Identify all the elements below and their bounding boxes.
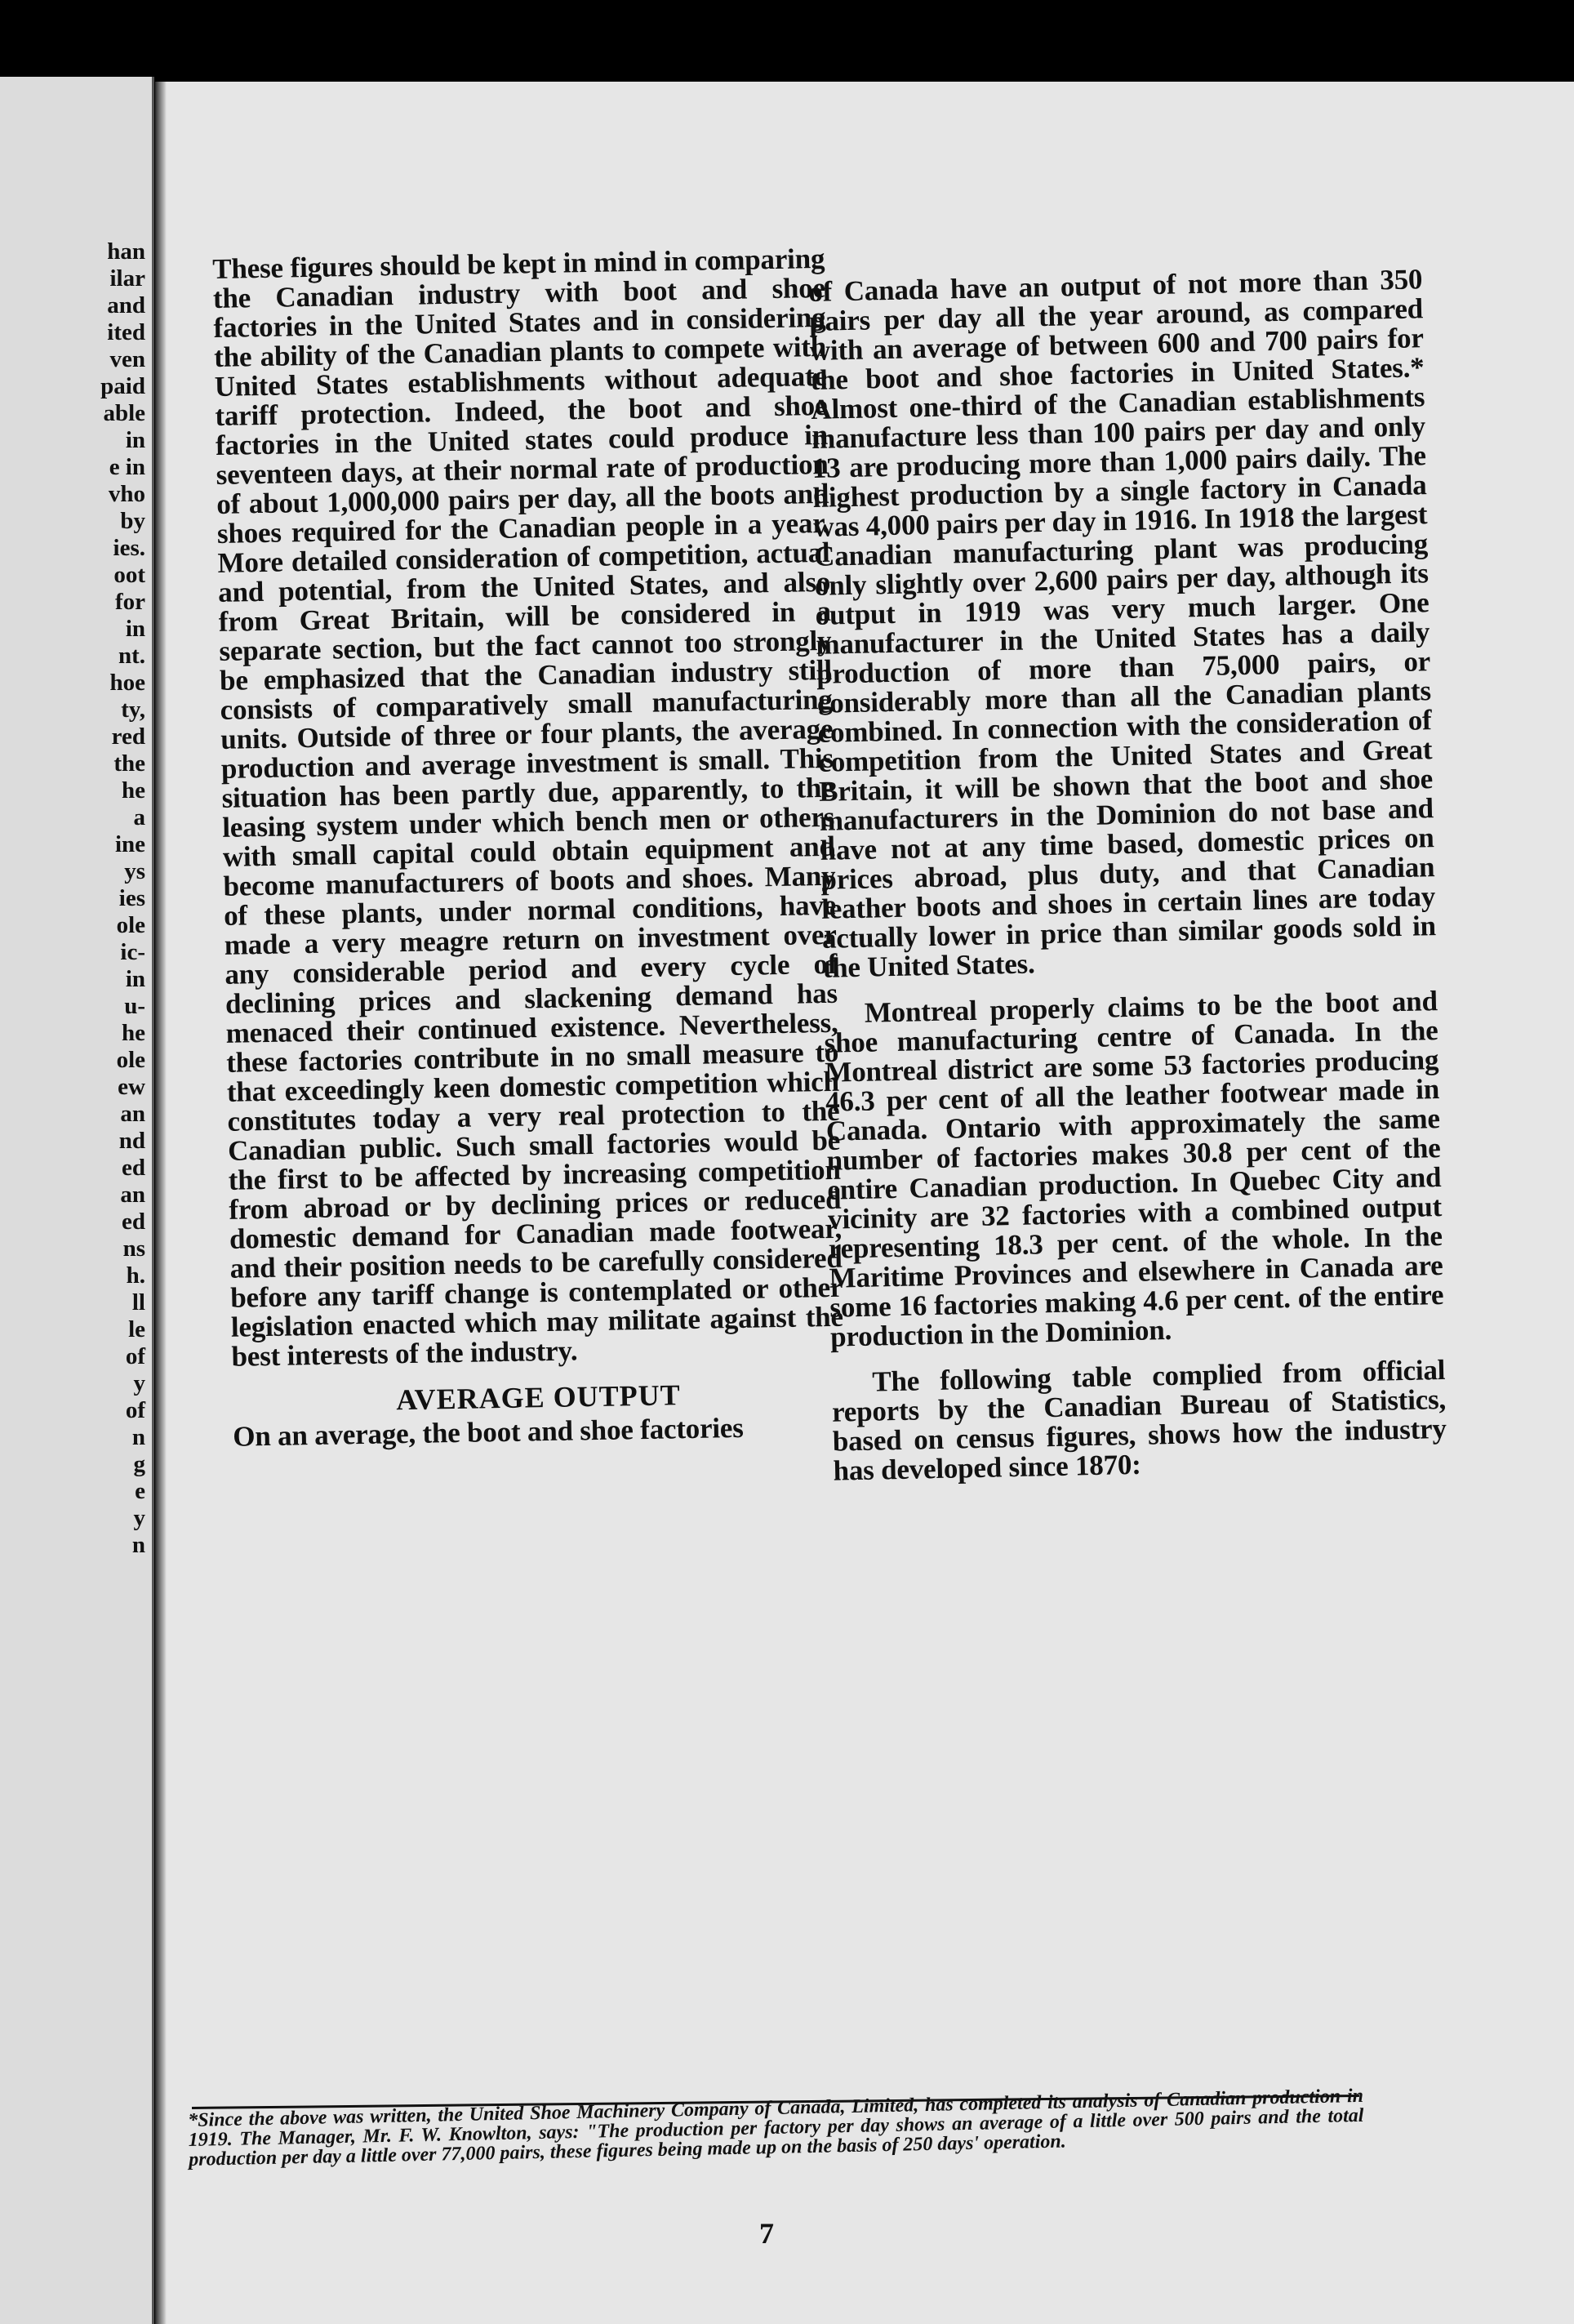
left-page-text-fragment: g (133, 1451, 145, 1477)
body-paragraph-start: On an average, the boot and shoe factories (232, 1411, 744, 1453)
left-text-column (212, 244, 846, 1468)
left-page-text-fragment: ed (122, 1155, 145, 1181)
left-page-text-fragment: a (133, 804, 145, 830)
body-paragraph: Montreal properly claims to be the boot and shoe manufacturing centre of Canada. In the Montreal district are some 53 factories producing 46.3 per cent of all the leather footwear made in Canada. Ontario with approximately the same number of factories makes 30.8 per cent of the entire Canadian production. In Quebec City and vicinity are 32 factories with a combined output representing 18.3 per cent. of the whole. In the Maritime Provinces and elsewhere in Canada are some 16 factories making 4.6 per cent. of the entire production in the Dominion. (824, 985, 1444, 1353)
left-page-text-fragment: ole (116, 912, 145, 938)
left-page-text-fragment: e (135, 1478, 145, 1504)
left-page-text-fragment: y (133, 1505, 145, 1531)
left-page-text-fragment: in (125, 966, 145, 992)
left-page-text-fragment: he (122, 1020, 145, 1046)
left-page-text-fragment: e in (109, 454, 145, 480)
document-page (155, 82, 1574, 2324)
body-paragraph: The following table complied from official reports by the Canadian Bureau of Statistics, based on census figures, shows how the industry has developed since 1870: (831, 1353, 1447, 1487)
left-page-text-fragment: ns (122, 1235, 145, 1262)
right-text-column (808, 265, 1447, 1502)
left-page-text-fragment: oot (113, 562, 145, 588)
body-paragraph-continued: of Canada have an output of not more than 350 pairs per day all the year around, as compared with an average of between 600 and 700 pairs for the boot and shoe factories in United States.* Almost one-third of the Canadian establishments manufacture less than 100 pairs per day and only 13 are producing more than 1,000 pairs daily. The highest production by a single factory in Canada was 4,000 pairs per day in 1916. In 1918 the largest Canadian manufacturing plant was producing only slightly over 2,600 pairs per day, although its output in 1919 was very much larger. One manufacturer in the United States has a daily production of more than 75,000 pairs, or considerably more than all the Canadian plants combined. In connection with the consideration of competition from the United States and Great Britain, it will be shown that the boot and shoe manufacturers in the Dominion do not base and have not at any time based, domestic prices on prices abroad, plus duty, and that Canadian leather boots and shoes in certain lines are today actually lower in price than similar goods sold in the United States. (807, 263, 1437, 984)
left-page-text-fragment: an (120, 1182, 145, 1208)
left-page-text-fragment: h. (126, 1262, 145, 1289)
left-page-text-fragment: ic- (120, 939, 145, 965)
footnote: *Since the above was written, the United Shoe Machinery Company of Canada, Limited, has completed its analysis of Canadian production in 1919. The Manager, Mr. F. W. Knowlton, says: "The production per factory per day shows an average of a little over 500 pairs and the total production per day a little over 77,000 pairs, these figures being made up on the basis of 250 days' operation. (187, 2085, 1364, 2170)
left-page-text-fragment: by (120, 508, 145, 534)
left-page-text-fragment: red (111, 723, 145, 750)
left-page-text-fragment: ies (118, 885, 145, 911)
body-paragraph: These figures should be kept in mind in comparing the Canadian industry with boot and shoe factories in the United States and in considering the ability of the Canadian plants to compete with United States establishments without adequate tariff protection. Indeed, the boot and shoe factories in the United states could produce in seventeen days, at their normal rate of production of about 1,000,000 pairs per day, all the boots and shoes required for the Canadian people in a year. More detailed consideration of competition, actual and potential, from the United States, and also from Great Britain, will be considered in a separate section, but the fact cannot too strongly be emphasized that the Canadian industry still consists of comparatively small manufacturing units. Outside of three or four plants, the average production and average investment is small. This situation has been partly due, apparently, to the leasing system under which bench men or others with small capital could obtain equipment and become manufacturers of boots and shoes. Many of these plants, under normal conditions, have made a very meagre return on investment over any considerable period and every cycle of declining prices and slackening demand has menaced their continued existence. Nevertheless, these factories contribute in no small measure to that exceedingly keen domestic competition which constitutes today a very real protection to the Canadian public. Such small factories would be the first to be affected by increasing competition from abroad or by declining prices or reduced domestic demand for Canadian made footwear, and their position needs to be carefully considered before any tariff change is contemplated or other legislation enacted which may militate against the best interests of the industry. (211, 242, 844, 1373)
left-page-text-fragment: able (103, 400, 145, 426)
adjacent-page-edge (0, 77, 154, 2324)
left-page-text-fragment: ll (131, 1289, 145, 1316)
page-number: 7 (759, 2217, 774, 2250)
left-page-text-fragment: han (107, 238, 145, 265)
left-page-text-fragment: of (125, 1343, 145, 1369)
left-page-text-fragment: nd (118, 1128, 145, 1154)
left-page-text-fragment: ine (114, 831, 145, 857)
left-page-text-fragment: ys (124, 858, 145, 884)
left-page-text-fragment: the (113, 750, 145, 777)
left-page-text-fragment: he (122, 777, 145, 804)
left-page-text-fragment: in (125, 427, 145, 453)
left-page-text-fragment: nt. (118, 643, 145, 669)
left-page-text-fragment: ven (109, 346, 145, 372)
left-page-text-fragment: u- (124, 993, 145, 1019)
left-page-text-fragment: ilar (109, 265, 145, 292)
left-page-text-fragment: for (114, 589, 145, 615)
left-page-text-fragment: n (131, 1424, 145, 1450)
left-page-text-fragment: n (131, 1532, 145, 1558)
left-page-text-fragment: ies. (113, 535, 145, 561)
left-page-text-fragment: ited (107, 319, 145, 345)
left-page-text-fragment: and (107, 292, 145, 318)
left-page-text-fragment: vho (108, 481, 145, 507)
left-page-text-fragment: ew (118, 1074, 145, 1100)
left-page-text-fragment: paid (100, 373, 145, 399)
left-page-text-fragment: hoe (109, 670, 145, 696)
page-gutter-shadow (155, 82, 167, 2324)
left-page-text-fragment: in (125, 616, 145, 642)
left-page-text-fragment: ty, (121, 697, 145, 723)
left-page-text-fragment: of (125, 1397, 145, 1423)
left-page-text-fragment: ed (122, 1209, 145, 1235)
left-page-text-fragment: le (128, 1316, 145, 1342)
left-page-text-fragment: ole (116, 1047, 145, 1073)
left-page-text-fragment: an (120, 1101, 145, 1127)
section-heading: AVERAGE OUTPUT (395, 1378, 681, 1417)
left-page-text-fragment: y (133, 1370, 145, 1396)
